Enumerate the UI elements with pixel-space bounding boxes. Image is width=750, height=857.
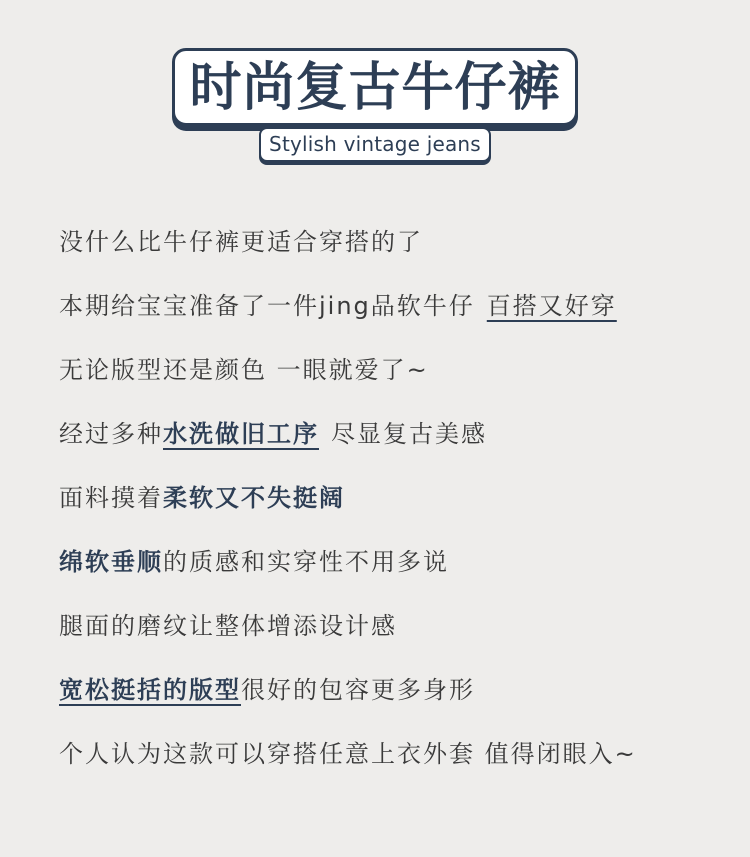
highlighted-phrase: 宽松挺括的版型 bbox=[59, 676, 241, 704]
highlighted-phrase: 柔软又不失挺阔 bbox=[163, 484, 345, 512]
line-text: 本期给宝宝准备了一件jing品软牛仔 bbox=[59, 292, 475, 320]
line-text: 无论版型还是颜色 一眼就爱了~ bbox=[59, 356, 429, 384]
description-line-7 bbox=[59, 604, 739, 668]
description-list bbox=[59, 220, 739, 796]
description-line-6 bbox=[59, 540, 739, 604]
description-line-8 bbox=[59, 668, 739, 732]
line-text: 个人认为这款可以穿搭任意上衣外套 值得闭眼入~ bbox=[59, 740, 637, 768]
subtitle-block bbox=[0, 127, 750, 162]
line-text: 面料摸着 bbox=[59, 484, 163, 512]
highlighted-phrase: 水洗做旧工序 bbox=[163, 420, 319, 448]
description-line-2 bbox=[59, 284, 739, 348]
title-block bbox=[0, 48, 750, 126]
description-line-4 bbox=[59, 412, 739, 476]
page-title: 时尚复古牛仔裤 bbox=[172, 48, 577, 126]
line-text: 经过多种 bbox=[59, 420, 163, 448]
line-text: 尽显复古美感 bbox=[331, 420, 487, 448]
line-text: 腿面的磨纹让整体增添设计感 bbox=[59, 612, 397, 640]
description-line-9 bbox=[59, 732, 739, 796]
page-subtitle: Stylish vintage jeans bbox=[259, 127, 491, 162]
line-text: 没什么比牛仔裤更适合穿搭的了 bbox=[59, 228, 423, 256]
description-line-5 bbox=[59, 476, 739, 540]
underlined-phrase: 百搭又好穿 bbox=[486, 292, 617, 320]
description-line-3 bbox=[59, 348, 739, 412]
line-text: 的质感和实穿性不用多说 bbox=[163, 548, 449, 576]
highlighted-phrase: 绵软垂顺 bbox=[59, 548, 163, 576]
description-line-1 bbox=[59, 220, 739, 284]
line-text: 很好的包容更多身形 bbox=[241, 676, 475, 704]
